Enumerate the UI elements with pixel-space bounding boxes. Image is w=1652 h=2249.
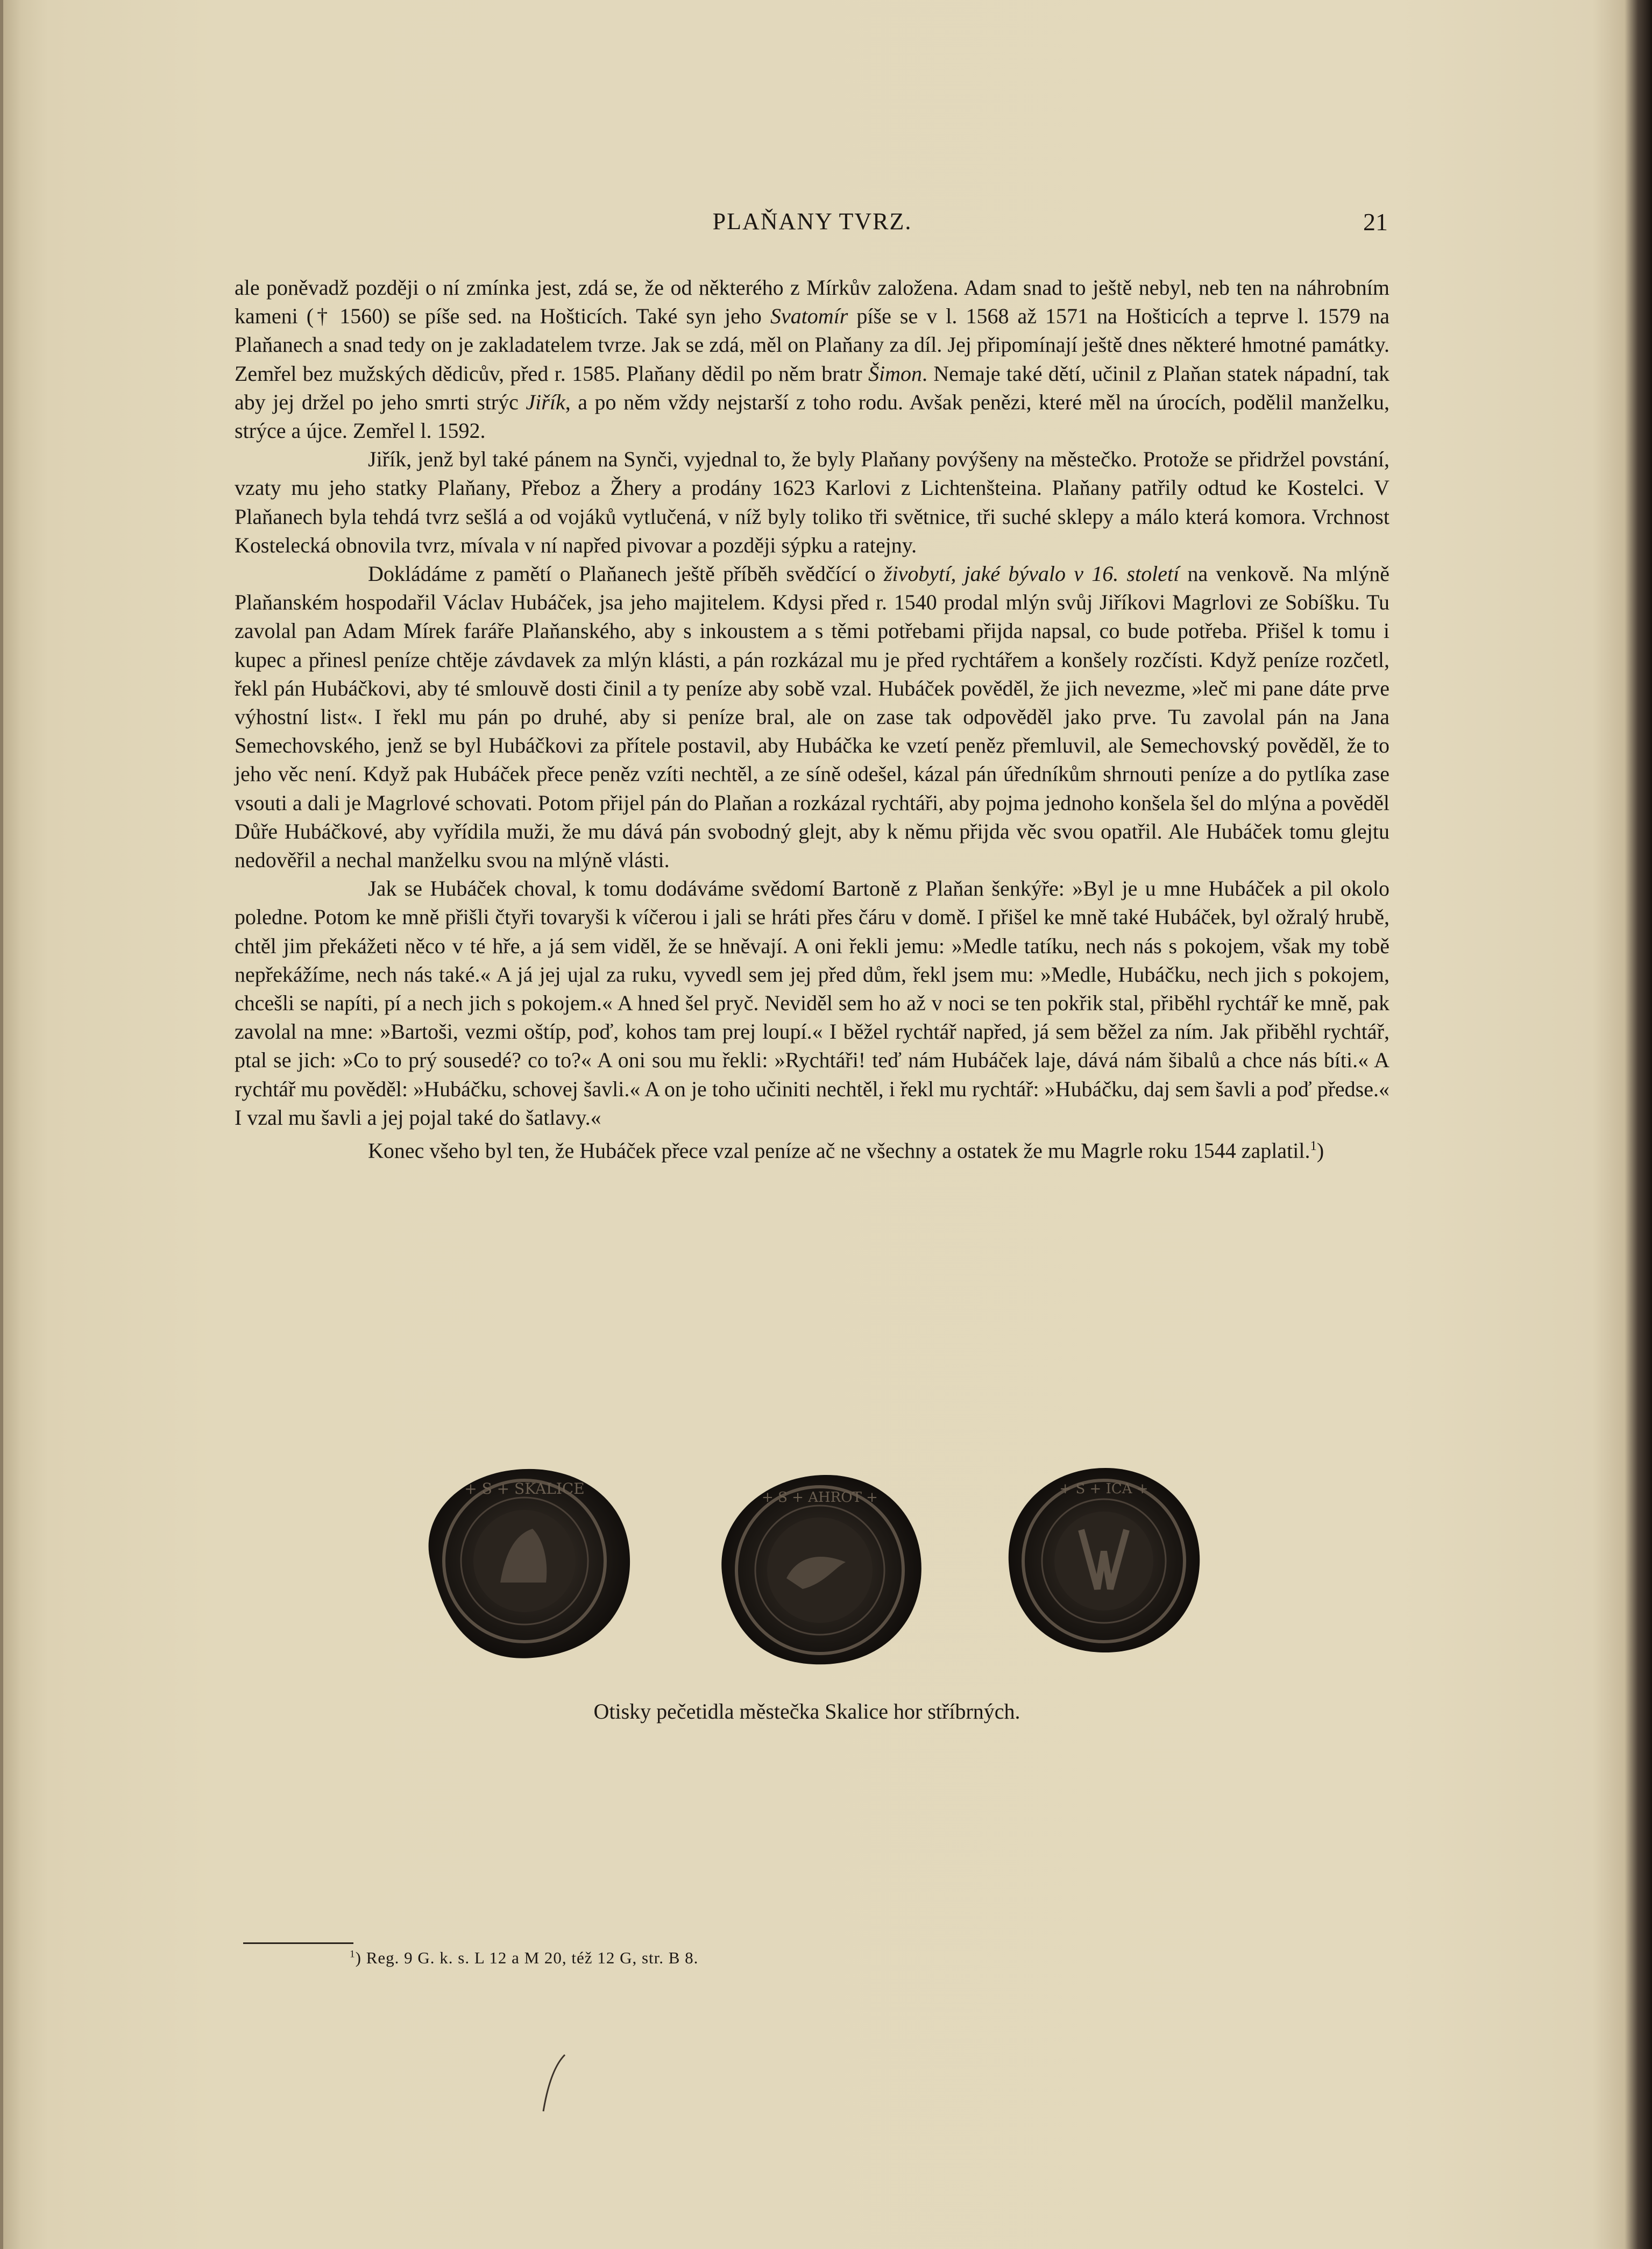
paragraph-3 — [235, 559, 1389, 874]
svg-text:+ S + AHROT +: + S + AHROT + — [762, 1489, 878, 1506]
name-simon: Šimon — [868, 361, 922, 386]
name-jirik: Jiřík — [526, 389, 565, 414]
page-header — [237, 208, 1388, 245]
emphasis-zivobyti: živobytí, jaké bývalo v 16. století — [883, 562, 1180, 586]
body-text — [235, 273, 1389, 1165]
paragraph-3-part-1: Dokládáme z pamětí o Plaňanech ještě příběh svědčící o — [368, 562, 884, 586]
paragraph-1 — [235, 273, 1389, 445]
figure-caption: Otisky pečetidla městečka Skalice hor stříbrných. — [593, 1699, 1020, 1723]
paragraph-5-text: Konec všeho byl ten, že Hubáček přece vzal peníze ač ne všechny a ostatek že mu Magrle roku 1544 zaplatil. — [368, 1138, 1310, 1163]
page-number: 21 — [1363, 208, 1388, 236]
paragraph-1-part-1: ale poněvadž později o ní zmínka jest, zdá se, že od některého z Mírkův založena. Adam snad to ještě nebyl, neb ten na náhrobním kameni († 1560) se píše sed. na Hošticích. Také syn jeho — [235, 275, 1389, 329]
running-title: PLAŇANY TVRZ. — [712, 208, 912, 235]
page-edge — [0, 0, 3, 2249]
paragraph-2: Jiřík, jenž byl také pánem na Synči, vyjednal to, že byly Plaňany povýšeny na městečko. Protože se přidržel povstání, vzaty mu jeho statky Plaňany, Přeboz a Žhery a prodány 1623 Karlovi z Lichtenšteina. Plaňany patřily odtud ke Kostelci. V Plaňanech byla tehdá tvrz sešlá a od vojáků vytlučená, v níž byly toliko tři světnice, tři suché sklepy a málo která komora. Vrchnost Kostelecká obnovila tvrz, mívala v ní napřed pivovar a později sýpku a ratejny. — [235, 447, 1389, 557]
pencil-mark — [538, 2052, 570, 2117]
paragraph-5: Konec všeho byl ten, že Hubáček přece vzal peníze ač ne všechny a ostatek že mu Magrle roku 1544 zaplatil.$^1$) — [368, 1138, 1324, 1163]
paragraph-1-part-2: píše se v l. 1568 až 1571 na Hošticích a teprve l. 1579 na Plaňanech a snad tedy on je zakladatelem tvrze. Jak se zdá, měl on Plaňany za díl. Jej připomínají ještě dnes některé hmotné památky. Zemřel bez mužských dědicův, před r. 1585. Plaňany dědil po něm bratr — [235, 304, 1389, 386]
svg-text:+ S + SKALICE: + S + SKALICE — [464, 1480, 585, 1498]
footnote: $^1$) Reg. 9 G. k. s. L 12 a M 20, též 12 G, str. B 8. — [350, 1948, 699, 1967]
name-svatomir: Svatomír — [770, 304, 848, 329]
seal-impressions-figure — [409, 1447, 1205, 1737]
paragraph-4: Jak se Hubáček choval, k tomu dodáváme svědomí Bartoně z Plaňan šenkýře: »Byl je u mne Hubáček a pil okolo poledne. Potom ke mně přišli čtyři tovaryši k víčerou i jali se hráti přes čáru v domě. I přišel ke mně také Hubáček, byl ožralý hrubě, chtěl jim překážeti něco v té hře, a já sem viděl, že se hněvají. A oni řekli jemu: »Medle tatíku, nech nás s pokojem, však my tobě nepřekážíme, nech nás také.« A já jej ujal za ruku, vyvedl sem jej před dům, řekl jsem mu: »Medle, Hubáčku, nech jich s pokojem, chcešli se napíti, pí a nech jich s pokojem.« A hned šel pryč. Neviděl sem ho až v noci se ten pokřik stal, přiběhl rychtář ke mně, pak zavolal na mne: »Bartoši, vezmi oštíp, poď, kohos tam prej loupí.« I běžel rychtář napřed, já sem běžel za ním. Jak přiběhl rychtář, ptal se jich: »Co to prý sousedé? co to?« A oni sou mu řekli: »Rychtáři! teď nám Hubáček laje, dává nám šibalů a chce nás bíti.« A rychtář mu pověděl: »Hubáčku, schovej šavli.« A on je toho učiniti nechtěl, i řekl mu rychtář: »Hubáčku, daj sem šavli a poď předse.« I vzal mu šavli a jej pojal také do šatlavy.« — [235, 876, 1389, 1130]
footnote-reference: 1 — [1310, 1139, 1317, 1154]
footnote-divider — [243, 1942, 353, 1944]
seal-impression-3 — [995, 1455, 1210, 1664]
seal-impression-2 — [706, 1460, 932, 1675]
paragraph-3-part-2: na venkově. Na mlýně Plaňanském hospodařil Václav Hubáček, jsa jeho majitelem. Kdysi před r. 1540 prodal mlýn svůj Jiříkovi Magrlovi ze Sobíšku. Tu zavolal pan Adam Mírek faráře Plaňanského, aby s inkoustem a s těmi potřebami přijda napsal, co bude potřeba. Přišel k tomu i kupec a přinesl peníze chtěje závdavek za mlýn klásti, a pán rozkázal mu je před rychtářem a konšely rozčísti. Když peníze rozčetl, řekl pán Hubáčkovi, aby té smlouvě dosti činil a ty peníze aby sobě vzal. Hubáček pověděl, že jich nevezme, »leč mi pane dáte prve výhostní list«. I řekl mu pán po druhé, aby si peníze bral, ale on zase tak odpověděl jako prve. Tu zavolal pán na Jana Semechovského, jenž se byl Hubáčkovi za přítele postavil, aby Hubáčka ke vzetí peněz přemluvil, ale Semechovský pověděl, že to jeho věc není. Když pak Hubáček přece peněz vzíti nechtěl, a ze síně odešel, kázal pán úředníkům shrnouti peníze a do pytlíka zase vsouti a dali je Magrlové schovati. Potom přijel pán do Plaňan a rozkázal rychtáři, aby pojma jednoho konšela šel do mlýna a pověděl Důře Hubáčkové, aby vyřídila muži, že mu dává pán svobodný glejt, aby k němu přijda věc svou opatřil. Ale Hubáček tomu glejtu nedověřil a nechal manželku svou na mlýně vlásti. — [235, 562, 1389, 872]
footnote-text: Reg. 9 G. k. s. L 12 a M 20, též 12 G, str. B 8. — [366, 1948, 699, 1967]
footnote-marker: 1 — [350, 1948, 356, 1960]
seal-impression-1 — [409, 1453, 640, 1669]
paragraph-1-part-3: . Nemaje také dětí, učinil z Plaňan statek nápadní, tak aby jej držel po jeho smrti strýc — [235, 361, 1389, 414]
svg-text:+ S + ICA +: + S + ICA + — [1059, 1481, 1148, 1497]
paragraph-1-part-4: , a po něm vždy nejstarší z toho rodu. Avšak penězi, které měl na úrocích, podělil manželku, strýce a újce. Zemřel l. 1592. — [235, 389, 1389, 443]
